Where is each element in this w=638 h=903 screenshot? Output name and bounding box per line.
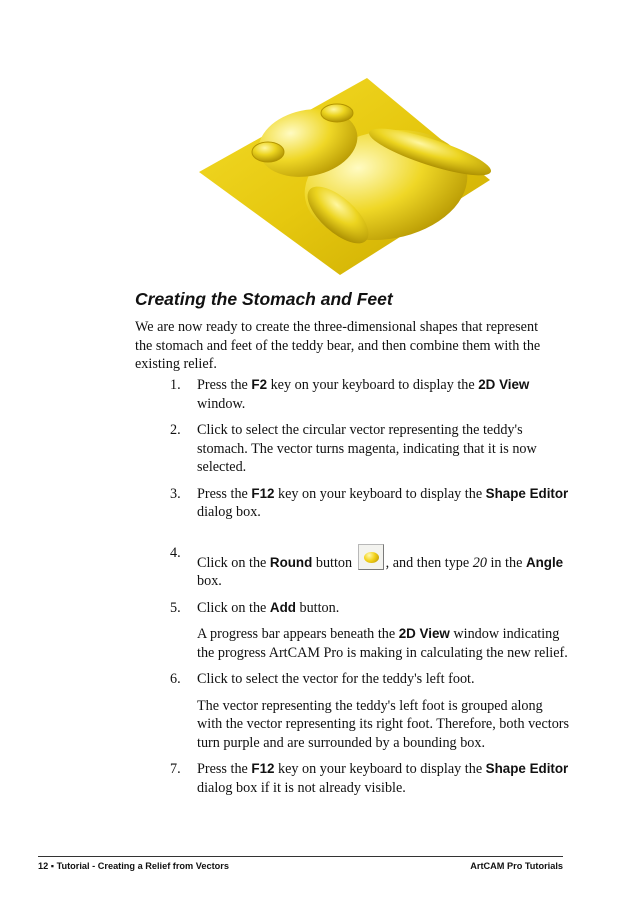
footer-left: 12 ▪ Tutorial - Creating a Relief from Vectors <box>38 861 229 871</box>
ui-add: Add <box>269 599 296 615</box>
step-number: 6. <box>170 671 181 687</box>
ui-angle: Angle <box>525 554 564 570</box>
section-title: Creating the Stomach and Feet <box>135 289 393 309</box>
step-5-note: A progress bar appears beneath the 2D View window indicating the progress ArtCAM Pro is making in calculating the new relief. <box>197 626 568 661</box>
step-2: 2. Click to select the circular vector representing the teddy's stomach. The vector turns magenta, indicating that it is now selected. <box>170 422 537 475</box>
ui-2d-view: 2D View <box>398 626 450 641</box>
ui-shape-editor: Shape Editor <box>485 485 569 501</box>
step-3: 3. Press the F12 key on your keyboard to display the Shape Editor dialog box. <box>170 485 569 520</box>
step-4: 4. Click on the Round button , and then type 20 in the Angle box. <box>170 544 564 589</box>
key-f12: F12 <box>251 485 275 501</box>
ui-shape-editor: Shape Editor <box>485 761 569 776</box>
step-number: 4. <box>170 544 181 561</box>
step-5: 5. Click on the Add button. A progress bar appears beneath the 2D View window indicating the progress ArtCAM Pro is making in calculating the new relief. <box>170 599 570 663</box>
step-number: 2. <box>170 422 181 438</box>
teddy-right-ear <box>321 104 353 122</box>
footer-right: ArtCAM Pro Tutorials <box>470 861 563 871</box>
step-number: 3. <box>170 485 181 502</box>
step-6-note: The vector representing the teddy's left foot is grouped along with the vector representing its right foot. Therefore, both vectors turn purple and are surrounded by a bounding box. <box>197 697 570 751</box>
relief-image <box>190 70 500 280</box>
angle-value: 20 <box>472 554 487 571</box>
key-f2: F2 <box>251 377 268 392</box>
step-1: 1. Press the F2 key on your keyboard to display the 2D View window. <box>170 377 530 412</box>
round-button-icon <box>358 544 384 570</box>
teddy-relief-render <box>190 70 500 280</box>
step-number: 5. <box>170 599 181 616</box>
ui-2d-view: 2D View <box>478 377 530 392</box>
intro-paragraph: We are now ready to create the three-dimensional shapes that represent the stomach and feet of the teddy bear, and then combine them with the existing relief. <box>135 319 541 372</box>
step-number: 7. <box>170 761 181 777</box>
ui-round: Round <box>269 554 313 570</box>
footer-divider <box>38 856 563 857</box>
steps-list <box>170 376 570 805</box>
step-7: 7. Press the F12 key on your keyboard to display the Shape Editor dialog box if it is not already visible. <box>170 761 569 796</box>
page-footer <box>38 861 563 871</box>
step-6: 6. Click to select the vector for the teddy's left foot. The vector representing the teddy's left foot is grouped along with the vector representing its right foot. Therefore, both vectors turn purple and are surrounded by a bounding box. <box>170 671 570 751</box>
key-f12: F12 <box>251 761 275 776</box>
teddy-left-ear <box>252 142 284 162</box>
step-number: 1. <box>170 377 181 393</box>
